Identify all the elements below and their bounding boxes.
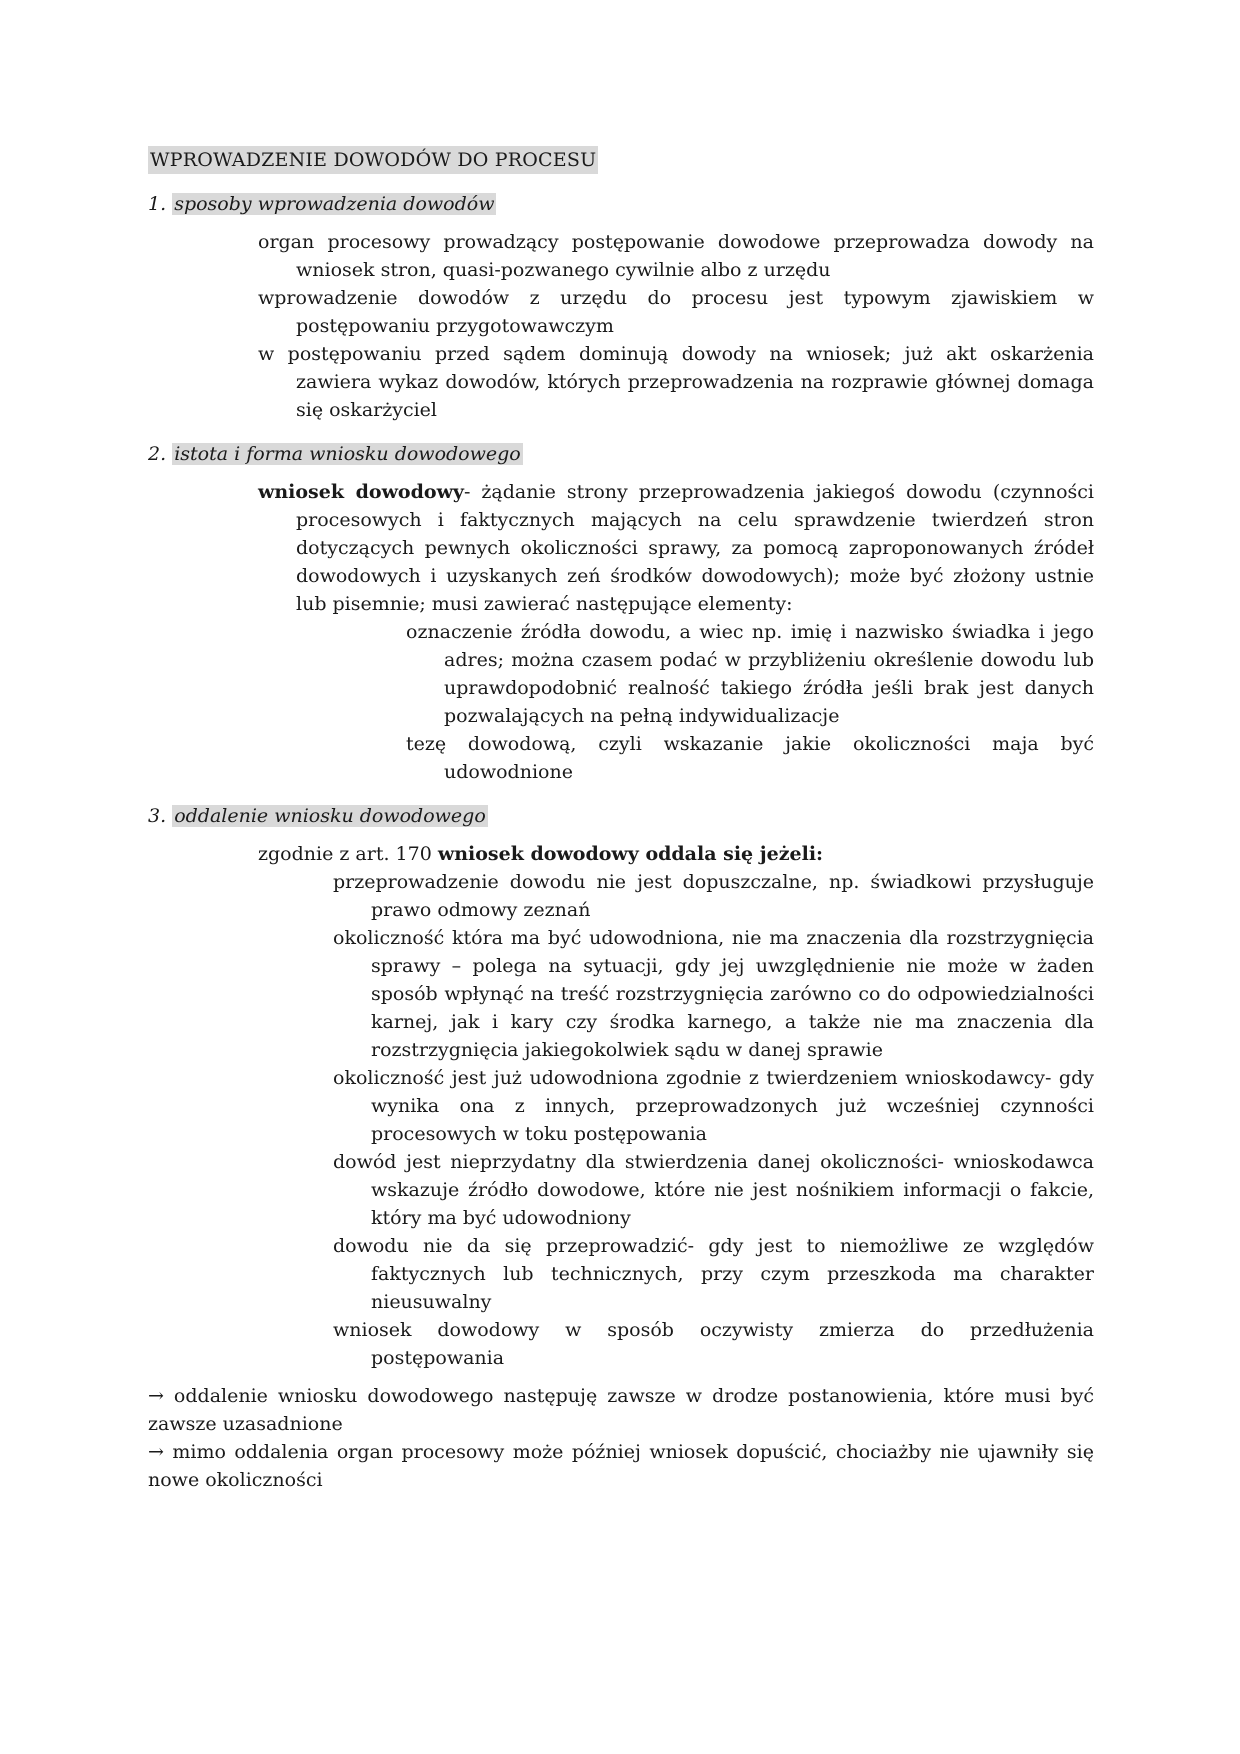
section-title: istota i forma wniosku dowodowego [174, 443, 521, 465]
list-item: dowód jest nieprzydatny dla stwierdzenia danej okoliczności- wnioskodawca wskazuje źródło dowodowe, które nie jest nośnikiem informacji o fakcie, który ma być udowodniony [333, 1151, 1094, 1229]
list-item: dowodu nie da się przeprowadzić- gdy jest to niemożliwe ze względów faktycznych lub technicznych, przy czym przeszkoda ma charakter nieusuwalny [333, 1235, 1094, 1313]
list-item: w postępowaniu przed sądem dominują dowody na wniosek; już akt oskarżenia zawiera wykaz dowodów, których przeprowadzenia na rozprawie głównej domaga się oskarżyciel [258, 343, 1094, 421]
section-heading [148, 440, 1094, 468]
list-item: organ procesowy prowadzący postępowanie dowodowe przeprowadza dowody na wniosek stron, quasi-pozwanego cywilnie albo z urzędu [258, 231, 1094, 281]
section-number: 1. [148, 193, 167, 215]
document-title: WPROWADZENIE DOWODÓW DO PROCESU [148, 146, 598, 174]
article-reference: zgodnie z art. 170 [258, 843, 438, 865]
section-1 [148, 190, 1094, 424]
list-item: oznaczenie źródła dowodu, a wiec np. imię i nazwisko świadka i jego adres; można czasem podać w przybliżeniu określenie dowodu lub uprawdopodobnić realność takiego źródła jeśli brak jest danych pozwalających na pełną indywidualizacje [406, 621, 1094, 727]
section-number: 3. [148, 805, 167, 827]
list-item: wniosek dowodowy w sposób oczywisty zmierza do przedłużenia postępowania [333, 1319, 1094, 1369]
definition-paragraph [258, 478, 1094, 618]
section-2 [148, 440, 1094, 786]
definition-text: - żądanie strony przeprowadzenia jakiegoś dowodu (czynności procesowych i faktycznych mających na celu sprawdzenie twierdzeń stron dotyczących pewnych okoliczności sprawy, za pomocą zaproponowanych źródeł dowodowych i uzyskanych zeń środków dowodowych); może być złożony ustnie lub pisemnie; musi zawierać następujące elementy: [296, 481, 1094, 615]
section-number: 2. [148, 443, 167, 465]
note-paragraph: → oddalenie wniosku dowodowego następuję zawsze w drodze postanowienia, które musi być zawsze uzasadnione [148, 1385, 1094, 1435]
section-3 [148, 802, 1094, 1372]
section-title: oddalenie wniosku dowodowego [174, 805, 486, 827]
article-rule: wniosek dowodowy oddala się jeżeli: [437, 843, 824, 865]
list-item: wprowadzenie dowodów z urzędu do procesu jest typowym zjawiskiem w postępowaniu przygotowawczym [258, 287, 1094, 337]
document-page [148, 146, 1094, 1494]
section-title: sposoby wprowadzenia dowodów [174, 193, 495, 215]
definition-term: wniosek dowodowy [258, 481, 464, 503]
note-paragraph: → mimo oddalenia organ procesowy może później wniosek dopuścić, chociażby nie ujawniły się nowe okoliczności [148, 1441, 1094, 1491]
list-item: przeprowadzenie dowodu nie jest dopuszczalne, np. świadkowi przysługuje prawo odmowy zeznań [333, 871, 1094, 921]
section-heading [148, 802, 1094, 830]
article-intro [258, 840, 1094, 868]
list-item: okoliczność jest już udowodniona zgodnie z twierdzeniem wnioskodawcy- gdy wynika ona z innych, przeprowadzonych już wcześniej czynności procesowych w toku postępowania [333, 1067, 1094, 1145]
list-item: tezę dowodową, czyli wskazanie jakie okoliczności maja być udowodnione [406, 733, 1094, 783]
section-heading [148, 190, 1094, 218]
list-item: okoliczność która ma być udowodniona, nie ma znaczenia dla rozstrzygnięcia sprawy – polega na sytuacji, gdy jej uwzględnienie nie może w żaden sposób wpłynąć na treść rozstrzygnięcia zarówno co do odpowiedzialności karnej, jak i kary czy środka karnego, a także nie ma znaczenia dla rozstrzygnięcia jakiegokolwiek sądu w danej sprawie [333, 927, 1094, 1061]
